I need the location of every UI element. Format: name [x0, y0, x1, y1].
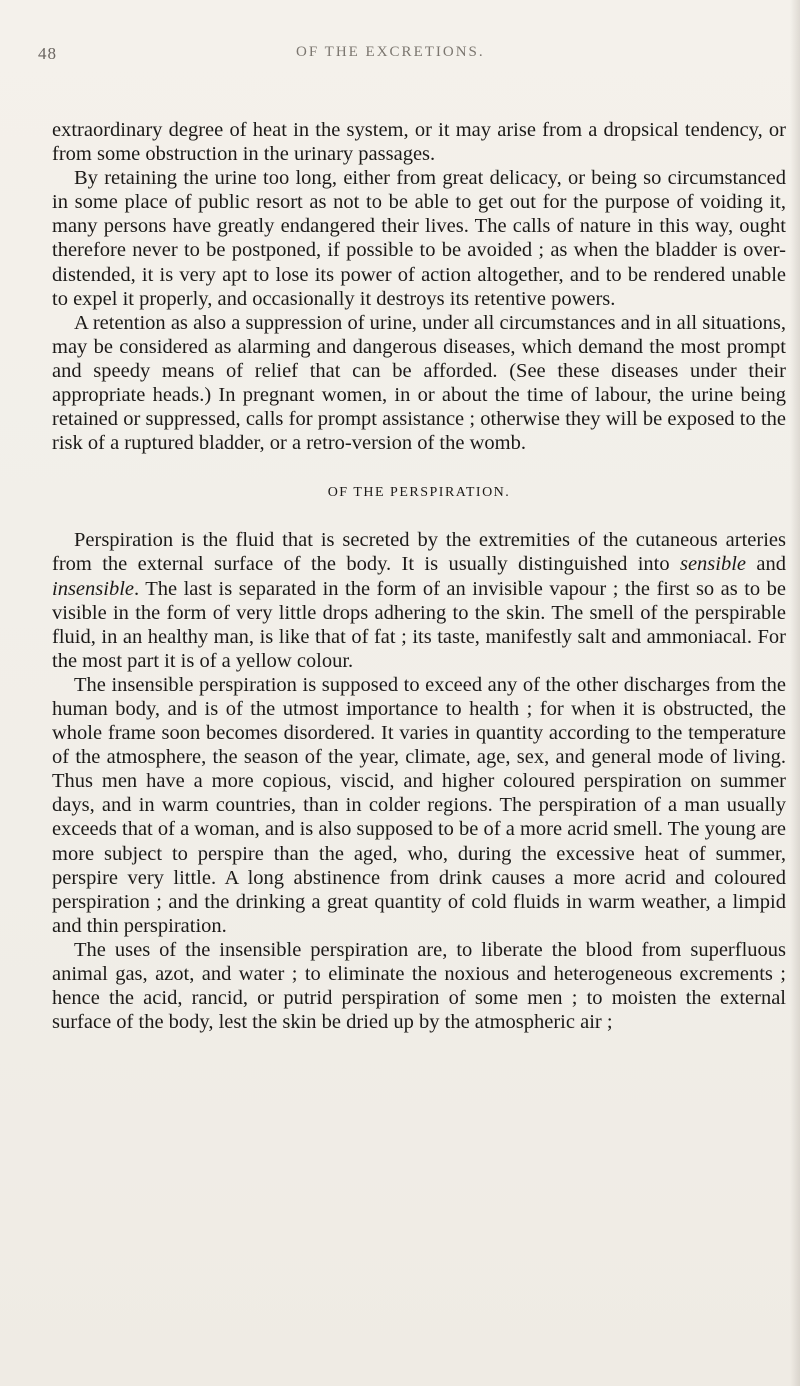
- term-insensible: insensible: [52, 577, 134, 600]
- term-sensible: sensible: [679, 553, 747, 576]
- running-title: OF THE EXCRETIONS.: [296, 44, 485, 60]
- paragraph-retaining-urine: By retaining the urine too long, either from great delicacy, or being so circumstanced in some place of public resort as not to be able to get out for the purpose of voiding it, many persons have greatly endangered their lives. The calls of nature in this way, ought therefore never to be postponed, if possible to be avoided ; as when the bladder is over-distended, it is very apt to lose its power of action altogether, and to be rendered unable to expel it properly, and occasionally it destroys its retentive powers.: [52, 167, 786, 310]
- paragraph-insensible-perspiration: The insensible perspiration is supposed to exceed any of the other discharges from the human body, and is of the utmost importance to health ; for when it is obstructed, the whole frame soon becomes disordered. It varies in quantity according to the temperature of the atmosphere, the season of the year, climate, age, sex, and general mode of living. Thus men have a more copious, viscid, and higher coloured perspiration on summer days, and in warm countries, than in colder regions. The perspiration of a man usually exceeds that of a woman, and is also supposed to be of a more acrid smell. The young are more subject to perspire than the aged, who, during the excessive heat of summer, perspire very little. A long abstinence from drink causes a more acrid and coloured perspiration ; and the drinking a great quantity of cold fluids in warm weather, a limpid and thin perspiration.: [52, 673, 786, 937]
- text-run: Perspiration is the fluid that is secreted by the extremities of the cutaneous arteries from the external surface of the body. It is usually distinguished into: [52, 529, 786, 576]
- section-heading: OF THE PERSPIRATION.: [327, 485, 511, 501]
- paragraph-retention-suppression: A retention as also a suppression of urine, under all circumstances and in all situations, may be considered as alarming and dangerous diseases, which demand the most prompt and speedy means of relief that can be afforded. (See these diseases under their appropriate heads.) In pregnant women, in or about the time of labour, the urine being retained or suppressed, calls for prompt assistance ; otherwise they will be exposed to the risk of a ruptured bladder, or a retro-version of the womb.: [52, 311, 786, 455]
- running-head: [38, 44, 778, 72]
- paragraph-continued: extraordinary degree of heat in the system, or it may arise from a dropsical tendency, or from some obstruction in the urinary passages.: [52, 119, 786, 166]
- page-edge-shadow: [790, 0, 800, 1386]
- paragraph-uses-of-perspiration: The uses of the insensible perspiration are, to liberate the blood from superfluous animal gas, azot, and water ; to eliminate the noxious and heterogeneous excrements ; hence the acid, rancid, or putrid perspiration of some men ; to moisten the external surface of the body, lest the skin be dried up by the atmospheric air ;: [52, 938, 786, 1034]
- text-run: and: [746, 553, 786, 576]
- body-text: [52, 118, 786, 1034]
- paragraph-perspiration-definition: [52, 528, 786, 673]
- page-number: 48: [38, 44, 57, 63]
- text-run: . The last is separated in the form of an invisible vapour ; the first so as to be visible in the form of very little drops adhering to the skin. The smell of the perspirable fluid, in an healthy man, is like that of fat ; its taste, manifestly salt and ammoniacal. For the most part it is of a yellow colour.: [52, 577, 786, 672]
